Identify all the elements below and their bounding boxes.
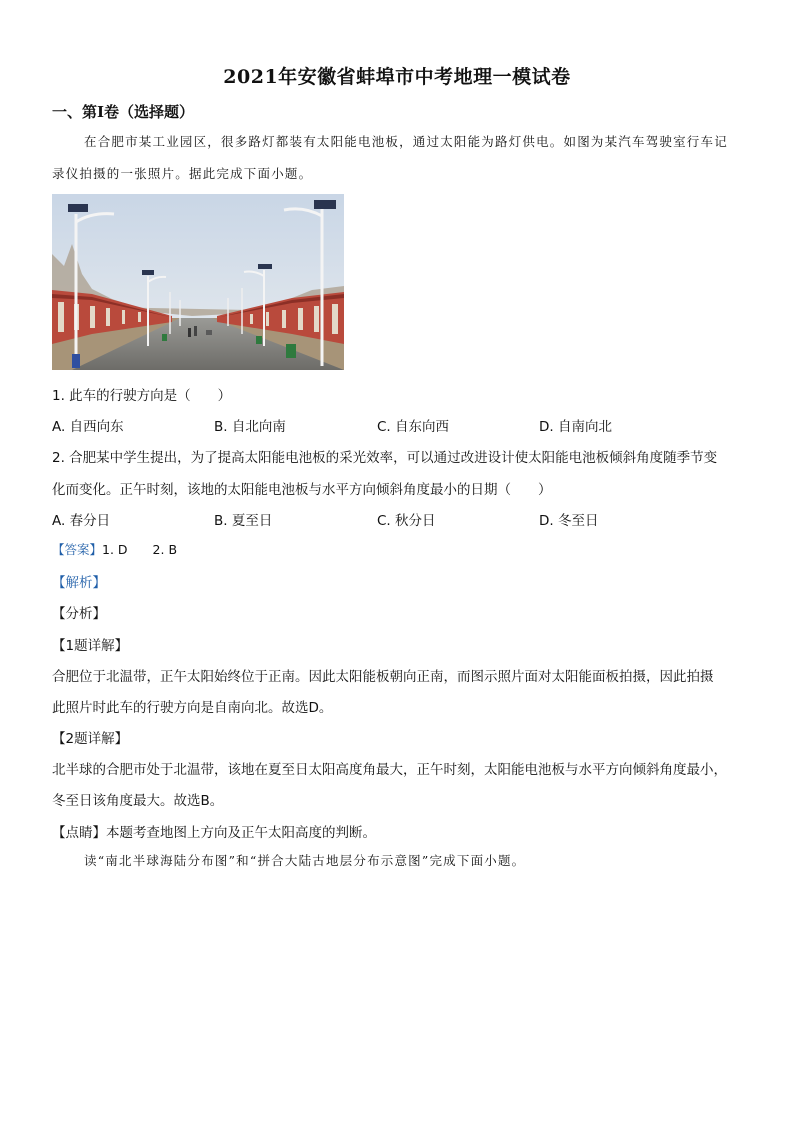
answer-line bbox=[52, 540, 177, 558]
question-2-stem-line-2: 化而变化。正午时刻，该地的太阳能电池板与水平方向倾斜角度最小的日期（ ） bbox=[52, 482, 552, 498]
question-2-option-a: A. 春分日 bbox=[52, 513, 111, 529]
answer-label: 【答案】 bbox=[52, 542, 103, 557]
fenxi-label: 【分析】 bbox=[52, 606, 106, 622]
page-title: 2021年安徽省蚌埠市中考地理一模试卷 bbox=[223, 66, 571, 88]
intro-line-2: 录仪拍摄的一张照片。据此完成下面小题。 bbox=[52, 166, 313, 181]
detail-1-line-2: 此照片时此车的行驶方向是自南向北。故选D。 bbox=[52, 700, 333, 716]
section-heading: 一、第I卷（选择题） bbox=[52, 103, 195, 121]
question-1-option-a: A. 自西向东 bbox=[52, 419, 124, 435]
comment-line bbox=[52, 821, 376, 841]
detail-2-label: 【2题详解】 bbox=[52, 731, 129, 747]
question-1-option-d: D. 自南向北 bbox=[539, 419, 612, 435]
detail-2-line-2: 冬至日该角度最大。故选B。 bbox=[52, 793, 224, 809]
answer-value: 1. D 2. B bbox=[102, 542, 178, 557]
street-solar-lamps-photo bbox=[52, 194, 344, 370]
detail-1-label: 【1题详解】 bbox=[52, 638, 129, 654]
question-1-stem: 1. 此车的行驶方向是（ ） bbox=[52, 388, 232, 404]
question-2-option-d: D. 冬至日 bbox=[539, 513, 599, 529]
comment-label: 【点睛】 bbox=[52, 825, 106, 841]
intro-line-1: 在合肥市某工业园区，很多路灯都装有太阳能电池板，通过太阳能为路灯供电。如图为某汽车驾驶室行车记 bbox=[84, 134, 728, 149]
comment-text: 本题考查地图上方向及正午太阳高度的判断。 bbox=[106, 825, 376, 841]
analysis-label: 【解析】 bbox=[52, 575, 106, 591]
question-2-stem-line-1: 2. 合肥某中学生提出，为了提高太阳能电池板的采光效率，可以通过改进设计使太阳能电池板倾斜角度随季节变 bbox=[52, 450, 718, 466]
question-2-option-b: B. 夏至日 bbox=[214, 513, 273, 529]
next-question-intro: 读“南北半球海陆分布图”和“拼合大陆古地层分布示意图”完成下面小题。 bbox=[84, 853, 526, 868]
question-1-option-b: B. 自北向南 bbox=[214, 419, 286, 435]
question-1-option-c: C. 自东向西 bbox=[377, 419, 450, 435]
question-2-option-c: C. 秋分日 bbox=[377, 513, 436, 529]
detail-2-line-1: 北半球的合肥市处于北温带，该地在夏至日太阳高度角最大，正午时刻，太阳能电池板与水平方向倾斜角度最小， bbox=[52, 762, 727, 778]
detail-1-line-1: 合肥位于北温带，正午太阳始终位于正南。因此太阳能板朝向正南，而图示照片面对太阳能面板拍摄，因此拍摄 bbox=[52, 669, 714, 685]
